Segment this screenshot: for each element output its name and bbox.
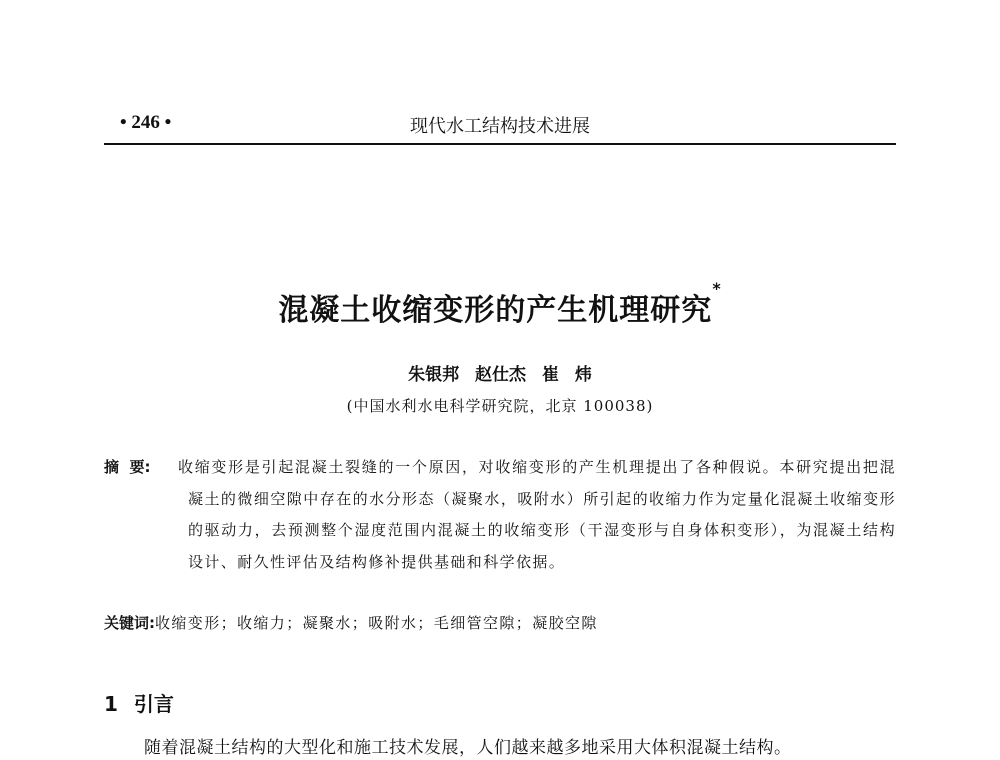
keywords <box>104 608 896 639</box>
section-number: 1 <box>104 692 118 716</box>
authors: 朱银邦 赵仕杰 崔 炜 <box>408 365 592 385</box>
abstract <box>104 452 896 578</box>
abstract-label: 摘 要: <box>104 458 151 476</box>
header-rule <box>104 143 896 145</box>
affiliation: (中国水利水电科学研究院，北京 100038) <box>346 397 654 415</box>
paper-title <box>0 279 1000 329</box>
keywords-text: 收缩变形；收缩力；凝聚水；吸附水；毛细管空隙；凝胶空隙 <box>155 614 598 632</box>
footnote-mark: * <box>712 279 722 298</box>
section-heading <box>104 688 174 717</box>
abstract-text: 收缩变形是引起混凝土裂缝的一个原因，对收缩变形的产生机理提出了各种假说。本研究提出把混凝土的微细空隙中存在的水分形态（凝聚水，吸附水）所引起的收缩力作为定量化混凝土收缩变形的驱动力，去预测整个湿度范围内混凝土的收缩变形（干湿变形与自身体积变形），为混凝土结构设计、耐久性评估及结构修补提供基础和科学依据。 <box>178 458 896 571</box>
journal-title: 现代水工结构技术进展 <box>410 116 590 137</box>
paper-title-text: 混凝土收缩变形的产生机理研究 <box>278 293 713 328</box>
section-title: 引言 <box>133 692 174 716</box>
body-paragraph: 随着混凝土结构的大型化和施工技术发展，人们越来越多地采用大体积混凝土结构。 <box>144 738 792 758</box>
keywords-label: 关键词: <box>104 614 155 632</box>
page-number: • 246 • <box>120 112 172 133</box>
running-head <box>104 112 896 136</box>
